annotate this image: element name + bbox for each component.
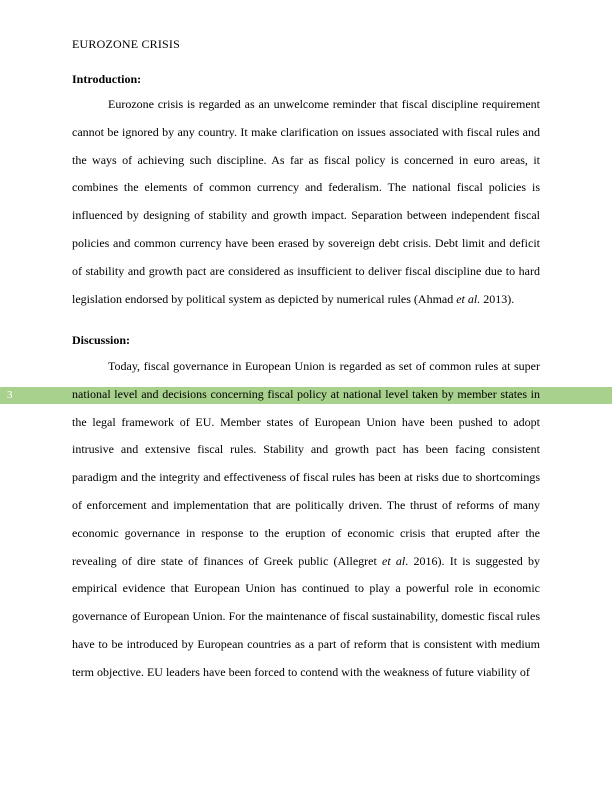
discussion-heading: Discussion: (72, 333, 131, 347)
line-number-marker: 3 (7, 389, 13, 401)
discussion-paragraph (72, 353, 540, 687)
introduction-citation-italic: et al. (456, 291, 481, 306)
introduction-paragraph (72, 91, 540, 313)
running-header: EUROZONE CRISIS (72, 37, 181, 51)
discussion-citation-tail: . 2016). It is suggested by empirical evidence that European Union has continued to play a powerful role in economic governance of European Union. For the maintenance of fiscal sustainability, domestic fiscal rules have to be introduced by European countries as a part of reform that is consistent with medium term objective. EU leaders have been forced to contend with the weakness of future viability of (72, 553, 541, 679)
discussion-citation-italic: et al (382, 553, 406, 568)
introduction-body-text: Eurozone crisis is regarded as an unwelcome reminder that fiscal discipline requirement cannot be ignored by any country. It make clarification on issues associated with fiscal rules and the ways of achieving such discipline. As far as fiscal policy is concerned in euro areas, it combines the elements of common currency and federalism. The national fiscal policies is influenced by designing of stability and growth impact. Separation between independent fiscal policies and common currency have been erased by sovereign debt crisis. Debt limit and deficit of stability and growth pact are considered as insufficient to deliver fiscal discipline due to hard legislation endorsed by political system as depicted by numerical rules (Ahmad (72, 97, 540, 306)
introduction-citation-tail: 2013). (480, 291, 515, 306)
introduction-heading: Introduction: (72, 72, 142, 86)
discussion-body-text: Today, fiscal governance in European Union is regarded as set of common rules at super national level and decisions concerning fiscal policy at national level taken by member states in the legal framework of EU. Member states of European Union have been pushed to adopt intrusive and extensive fiscal rules. Stability and growth pact has been facing consistent paradigm and the integrity and effectiveness of fiscal rules has been at risks due to shortcomings of enforcement and implementation that are politically driven. The thrust of reforms of many economic governance in response to the eruption of economic crisis that erupted after the revealing of dire state of finances of Greek public (Allegret (72, 359, 540, 568)
